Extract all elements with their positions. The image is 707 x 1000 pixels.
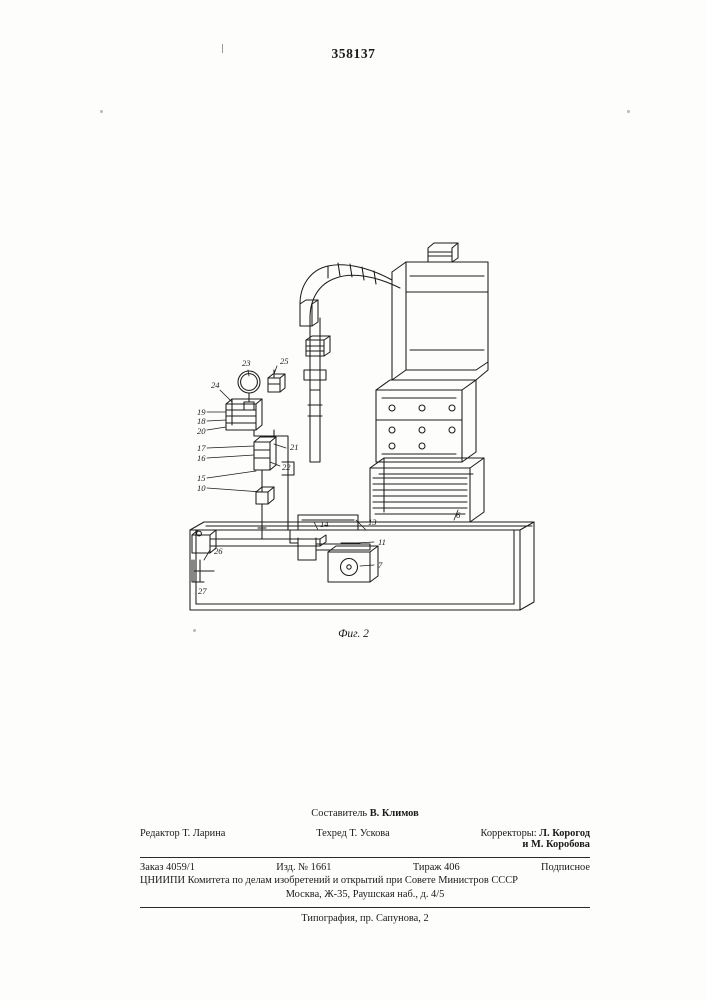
svg-text:11: 11: [378, 537, 386, 547]
svg-text:10: 10: [197, 483, 206, 493]
figure-2-svg: [170, 230, 590, 650]
institute-line-1: ЦНИИПИ Комитета по делам изобретений и открытий при Совете Министров СССР: [140, 875, 518, 886]
colophon: [140, 808, 590, 924]
editor-credit: Редактор Т. Ларина: [140, 828, 226, 839]
colophon-divider: [140, 857, 590, 858]
techred-credit: Техред Т. Ускова: [316, 828, 390, 839]
compiler-name: В. Климов: [369, 808, 419, 819]
paper-speck: [627, 110, 630, 113]
colophon-divider-2: [140, 907, 590, 908]
corrector-name-2: и М. Коробова: [522, 839, 590, 850]
svg-text:13: 13: [368, 517, 377, 527]
svg-text:24: 24: [211, 380, 220, 390]
imprint-row: [140, 862, 590, 873]
order-number: Заказ 4059/1: [140, 862, 195, 873]
svg-text:23: 23: [242, 358, 251, 368]
compiler-line: [140, 808, 590, 819]
compiler-label: Составитель: [311, 808, 368, 819]
institute-block: [140, 874, 590, 902]
subscription-note: Подписное: [541, 862, 590, 873]
svg-text:6: 6: [456, 510, 461, 520]
svg-text:16: 16: [197, 453, 206, 463]
svg-text:17: 17: [197, 443, 206, 453]
reference-numbers: [197, 356, 461, 596]
credits-row: [140, 828, 590, 850]
figure-caption: Фиг. 2: [338, 628, 369, 640]
svg-text:14: 14: [320, 519, 329, 529]
print-run: Тираж 406: [412, 862, 460, 873]
corrector-name-1: Л. Корогод: [539, 828, 590, 839]
paper-speck: [100, 110, 103, 113]
svg-text:20: 20: [197, 426, 206, 436]
svg-text:26: 26: [214, 546, 223, 556]
svg-text:27: 27: [198, 586, 207, 596]
typography-line: Типография, пр. Сапунова, 2: [301, 913, 429, 925]
svg-text:21: 21: [290, 442, 299, 452]
svg-text:7: 7: [378, 560, 383, 570]
svg-text:15: 15: [197, 473, 206, 483]
page-title: 358137: [331, 46, 376, 61]
edition-number: Изд. № 1661: [276, 862, 332, 873]
svg-text:19: 19: [197, 407, 206, 417]
correctors-credit: [480, 828, 590, 850]
svg-text:22: 22: [282, 462, 291, 472]
correctors-label: Корректоры:: [480, 828, 537, 839]
svg-text:25: 25: [280, 356, 289, 366]
svg-text:18: 18: [197, 416, 206, 426]
technical-drawing: [170, 230, 590, 650]
institute-line-2: Москва, Ж-35, Раушская наб., д. 4/5: [285, 889, 445, 901]
